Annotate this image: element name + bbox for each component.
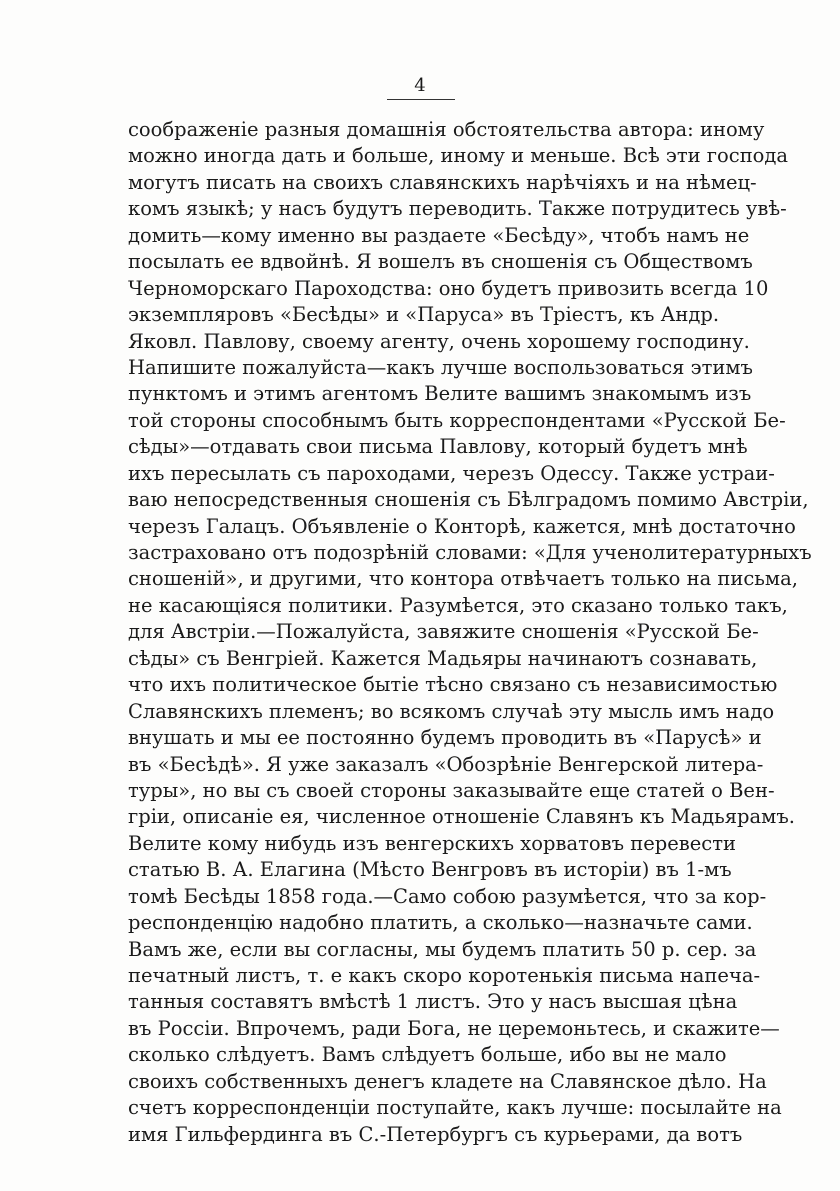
text-line: пунктомъ и этимъ агентомъ Велите вашимъ знакомымъ изъ — [128, 382, 752, 406]
text-line: той стороны способнымъ быть корреспондентами «Русской Бе- — [128, 408, 786, 432]
text-line: комъ языкѣ; у насъ будутъ переводить. Также потрудитесь увѣ- — [128, 197, 787, 221]
text-line: экземпляровъ «Бесѣды» и «Паруса» въ Трiестъ, къ Андр. — [128, 303, 720, 327]
page-number-rule — [387, 99, 455, 100]
text-line: Яковл. Павлову, своему агенту, очень хорошему господину. — [128, 329, 750, 353]
text-line: туры», но вы съ своей стороны заказывайте еще статей о Вен- — [128, 778, 775, 802]
text-line: застраховано отъ подозрѣнiй словами: «Для ученолитературныхъ — [128, 541, 812, 564]
text-line: грiи, описанiе ея, численное отношенiе Славянъ къ Мадьярамъ. — [128, 805, 795, 829]
text-line: сношенiй», и другими, что контора отвѣчаетъ только на письма, — [128, 567, 798, 591]
text-line: Велите кому нибудь изъ венгерскихъ хорватовъ перевести — [128, 831, 736, 855]
text-line: для Австрiи.—Пожалуйста, завяжите сношенiя «Русской Бе- — [128, 620, 759, 644]
text-line: Напишите пожалуйста—какъ лучше воспользоваться этимъ — [128, 355, 753, 379]
text-line: статью В. А. Елагина (Мѣсто Венгровъ въ исторiи) въ 1-мъ — [128, 858, 732, 882]
text-line: не касающiяся политики. Разумѣется, это сказано только такъ, — [128, 593, 788, 617]
text-line: сѣды» съ Венгрiей. Кажется Мадьяры начинаютъ сознавать, — [128, 646, 758, 670]
text-line: домить—кому именно вы раздаете «Бесѣду», чтобъ намъ не — [128, 223, 750, 247]
text-line: въ Россiи. Впрочемъ, ради Бога, не церемоньтесь, и скажите— — [128, 1016, 780, 1040]
text-line: посылать ее вдвойнѣ. Я вошелъ въ сношенiя съ Обществомъ — [128, 250, 753, 274]
text-line: счетъ корреспонденцiи поступайте, какъ лучше: посылайте на — [128, 1096, 782, 1120]
text-line: Вамъ же, если вы согласны, мы будемъ платить 50 р. сер. за — [128, 937, 757, 961]
text-line: ваю непосредственныя сношенiя съ Бѣлградомъ помимо Австрiи, — [128, 488, 809, 512]
text-line: что ихъ политическое бытiе тѣсно связано съ независимостью — [128, 673, 778, 697]
text-line: танныя составятъ вмѣстѣ 1 листъ. Это у насъ высшая цѣна — [128, 990, 738, 1014]
text-line: черезъ Галацъ. Объявленiе о Конторѣ, кажется, мнѣ достаточно — [128, 514, 796, 538]
page-number: 4 — [414, 75, 426, 96]
text-line: въ «Бесѣдѣ». Я уже заказалъ «Обозрѣнiе Венгерской литера- — [128, 752, 764, 776]
text-line: печатный листъ, т. е какъ скоро коротенькiя письма напеча- — [128, 964, 761, 987]
text-line: можно иногда дать и больше, иному и меньше. Всѣ эти господа — [128, 144, 789, 168]
text-line: соображенiе разныя домашнiя обстоятельства автора: иному — [128, 118, 765, 141]
text-line: внушать и мы ее постоянно будемъ проводить въ «Парусѣ» и — [128, 726, 762, 750]
text-line: могутъ писать на своихъ славянскихъ нарѣчiяхъ и на нѣмец- — [128, 170, 757, 194]
body-text — [128, 117, 812, 1148]
text-line: Славянскихъ племенъ; во всякомъ случаѣ эту мысль имъ надо — [128, 699, 775, 723]
text-line: ихъ пересылать съ пароходами, черезъ Одессу. Также устраи- — [128, 461, 775, 485]
text-line: своихъ собственныхъ денегъ кладете на Славянское дѣло. На — [128, 1069, 767, 1093]
text-line: респонденцiю надобно платить, а сколько—назначьте сами. — [128, 911, 753, 935]
text-line: Черноморскаго Пароходства: оно будетъ привозить всегда 10 — [128, 276, 769, 300]
text-line: томѣ Бесѣды 1858 года.—Само собою разумѣется, что за кор- — [128, 884, 767, 908]
text-line: сѣды»—отдавать свои письма Павлову, который будетъ мнѣ — [128, 435, 748, 459]
text-line: имя Гильфердинга въ С.-Петербургъ съ курьерами, да вотъ — [128, 1122, 743, 1146]
text-line: сколько слѣдуетъ. Вамъ слѣдуетъ больше, ибо вы не мало — [128, 1043, 727, 1067]
